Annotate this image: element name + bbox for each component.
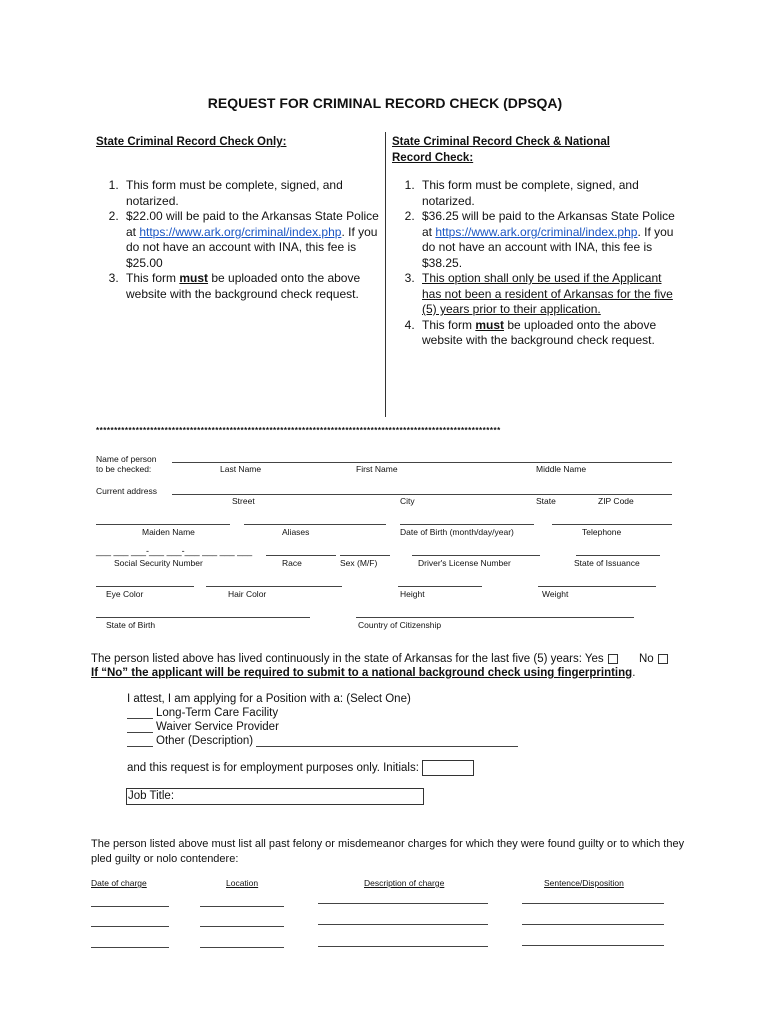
no-checkbox[interactable] bbox=[658, 654, 668, 664]
height-label: Height bbox=[400, 589, 425, 599]
telephone-field[interactable] bbox=[552, 524, 672, 525]
height-field[interactable] bbox=[398, 586, 482, 587]
middle-name-label: Middle Name bbox=[536, 464, 587, 474]
job-title-label: Job Title: bbox=[128, 790, 175, 802]
address-field[interactable] bbox=[172, 494, 672, 495]
separator: **************************************************************************************************************** bbox=[96, 426, 501, 435]
sex-field[interactable] bbox=[340, 555, 390, 556]
ark-criminal-link[interactable]: https://www.ark.org/criminal/index.php bbox=[435, 224, 638, 239]
citizenship-label: Country of Citizenship bbox=[358, 620, 442, 630]
birth-state-field[interactable] bbox=[96, 617, 310, 618]
col-description: Description of charge bbox=[364, 878, 445, 888]
weight-label: Weight bbox=[542, 589, 569, 599]
hair-label: Hair Color bbox=[228, 589, 267, 599]
race-field[interactable] bbox=[266, 555, 336, 556]
left-item-1: 1. This form must be complete, signed, and notarized. bbox=[122, 178, 386, 209]
attest-intro: I attest, I am applying for a Position with a: (Select One) bbox=[127, 693, 411, 705]
opt3-blank[interactable] bbox=[127, 746, 153, 747]
opt2-blank[interactable] bbox=[127, 732, 153, 733]
page-title: REQUEST FOR CRIMINAL RECORD CHECK (DPSQA) bbox=[207, 95, 563, 111]
street-label: Street bbox=[232, 496, 255, 506]
charge-row-1-location[interactable] bbox=[200, 906, 284, 907]
opt2-label: Waiver Service Provider bbox=[156, 721, 279, 733]
other-description-field[interactable] bbox=[256, 746, 518, 747]
charge-row-2-sentence[interactable] bbox=[522, 924, 664, 925]
dl-label: Driver's License Number bbox=[418, 558, 511, 568]
issuance-field[interactable] bbox=[576, 555, 660, 556]
right-item-1: 1. This form must be complete, signed, and notarized. bbox=[418, 178, 678, 209]
left-item-2: 2. $22.00 will be paid to the Arkansas State Police at https://www.ark.org/criminal/index.php. If you do not have an account with INA, this fee is $25.00 bbox=[122, 209, 386, 271]
charge-row-1-date[interactable] bbox=[91, 906, 169, 907]
first-name-label: First Name bbox=[356, 464, 398, 474]
last-name-label: Last Name bbox=[220, 464, 262, 474]
charge-row-3-location[interactable] bbox=[200, 947, 284, 948]
right-instructions bbox=[372, 178, 678, 349]
name-label-1: Name of person bbox=[96, 454, 157, 464]
race-label: Race bbox=[282, 558, 302, 568]
charge-row-3-sentence[interactable] bbox=[522, 945, 664, 946]
ssn-field[interactable]: ___ ___ ___-___ ___-___ ___ ___ ___ bbox=[96, 546, 253, 556]
opt1-label: Long-Term Care Facility bbox=[156, 707, 279, 719]
left-instructions bbox=[76, 178, 386, 302]
name-field[interactable] bbox=[172, 462, 672, 463]
ark-criminal-link[interactable]: https://www.ark.org/criminal/index.php bbox=[139, 224, 342, 239]
maiden-label: Maiden Name bbox=[142, 527, 195, 537]
eye-field[interactable] bbox=[96, 586, 194, 587]
citizenship-field[interactable] bbox=[356, 617, 634, 618]
charge-row-1-description[interactable] bbox=[318, 903, 488, 904]
left-column-heading: State Criminal Record Check Only: bbox=[96, 136, 287, 148]
fingerprint-warning: If “No” the applicant will be required to submit to a national background check using fingerprinting. bbox=[91, 667, 636, 679]
right-item-2: 2. $36.25 will be paid to the Arkansas State Police at https://www.ark.org/criminal/index.php. If you do not have an account with INA, this fee is $38.25. bbox=[418, 209, 678, 271]
hair-field[interactable] bbox=[206, 586, 342, 587]
charges-intro: The person listed above must list all past felony or misdemeanor charges for which they were found guilty or to which they pled guilty or nolo contendere: bbox=[91, 838, 685, 865]
right-item-3: 3. This option shall only be used if the Applicant has not been a resident of Arkansas for the five (5) years prior to their application. bbox=[418, 271, 678, 318]
col-location: Location bbox=[226, 878, 259, 888]
opt1-blank[interactable] bbox=[127, 718, 153, 719]
zip-label: ZIP Code bbox=[598, 496, 634, 506]
charge-row-3-date[interactable] bbox=[91, 947, 169, 948]
birth-state-label: State of Birth bbox=[106, 620, 156, 630]
left-item-3: 3. This form must be uploaded onto the above website with the background check request. bbox=[122, 271, 386, 302]
ssn-label: Social Security Number bbox=[114, 558, 203, 568]
address-label: Current address bbox=[96, 486, 157, 496]
maiden-field[interactable] bbox=[96, 524, 230, 525]
charge-row-1-sentence[interactable] bbox=[522, 903, 664, 904]
city-label: City bbox=[400, 496, 415, 506]
eye-label: Eye Color bbox=[106, 589, 144, 599]
state-label: State bbox=[536, 496, 556, 506]
residency-question: The person listed above has lived continuously in the state of Arkansas for the last five (5) years: Yes bbox=[91, 653, 618, 665]
sex-label: Sex (M/F) bbox=[340, 558, 378, 568]
residency-no: No bbox=[639, 653, 668, 665]
opt3-label: Other (Description) bbox=[156, 735, 254, 747]
name-label-2: to be checked: bbox=[96, 464, 152, 474]
issuance-label: State of Issuance bbox=[574, 558, 640, 568]
aliases-field[interactable] bbox=[244, 524, 386, 525]
right-item-4: 4. This form must be uploaded onto the above website with the background check request. bbox=[418, 318, 678, 349]
dob-label: Date of Birth (month/day/year) bbox=[400, 527, 514, 537]
col-date-of-charge: Date of charge bbox=[91, 878, 147, 888]
charge-row-2-date[interactable] bbox=[91, 926, 169, 927]
charge-row-2-description[interactable] bbox=[318, 924, 488, 925]
charge-row-2-location[interactable] bbox=[200, 926, 284, 927]
initials-field[interactable] bbox=[422, 760, 474, 776]
weight-field[interactable] bbox=[538, 586, 656, 587]
initials-label: and this request is for employment purposes only. Initials: bbox=[127, 762, 419, 774]
yes-checkbox[interactable] bbox=[608, 654, 618, 664]
dob-field[interactable] bbox=[400, 524, 534, 525]
col-sentence: Sentence/Disposition bbox=[544, 878, 624, 888]
charge-row-3-description[interactable] bbox=[318, 946, 488, 947]
aliases-label: Aliases bbox=[282, 527, 310, 537]
right-column-heading: State Criminal Record Check & National Record Check: bbox=[392, 136, 610, 164]
telephone-label: Telephone bbox=[582, 527, 622, 537]
dl-field[interactable] bbox=[412, 555, 540, 556]
